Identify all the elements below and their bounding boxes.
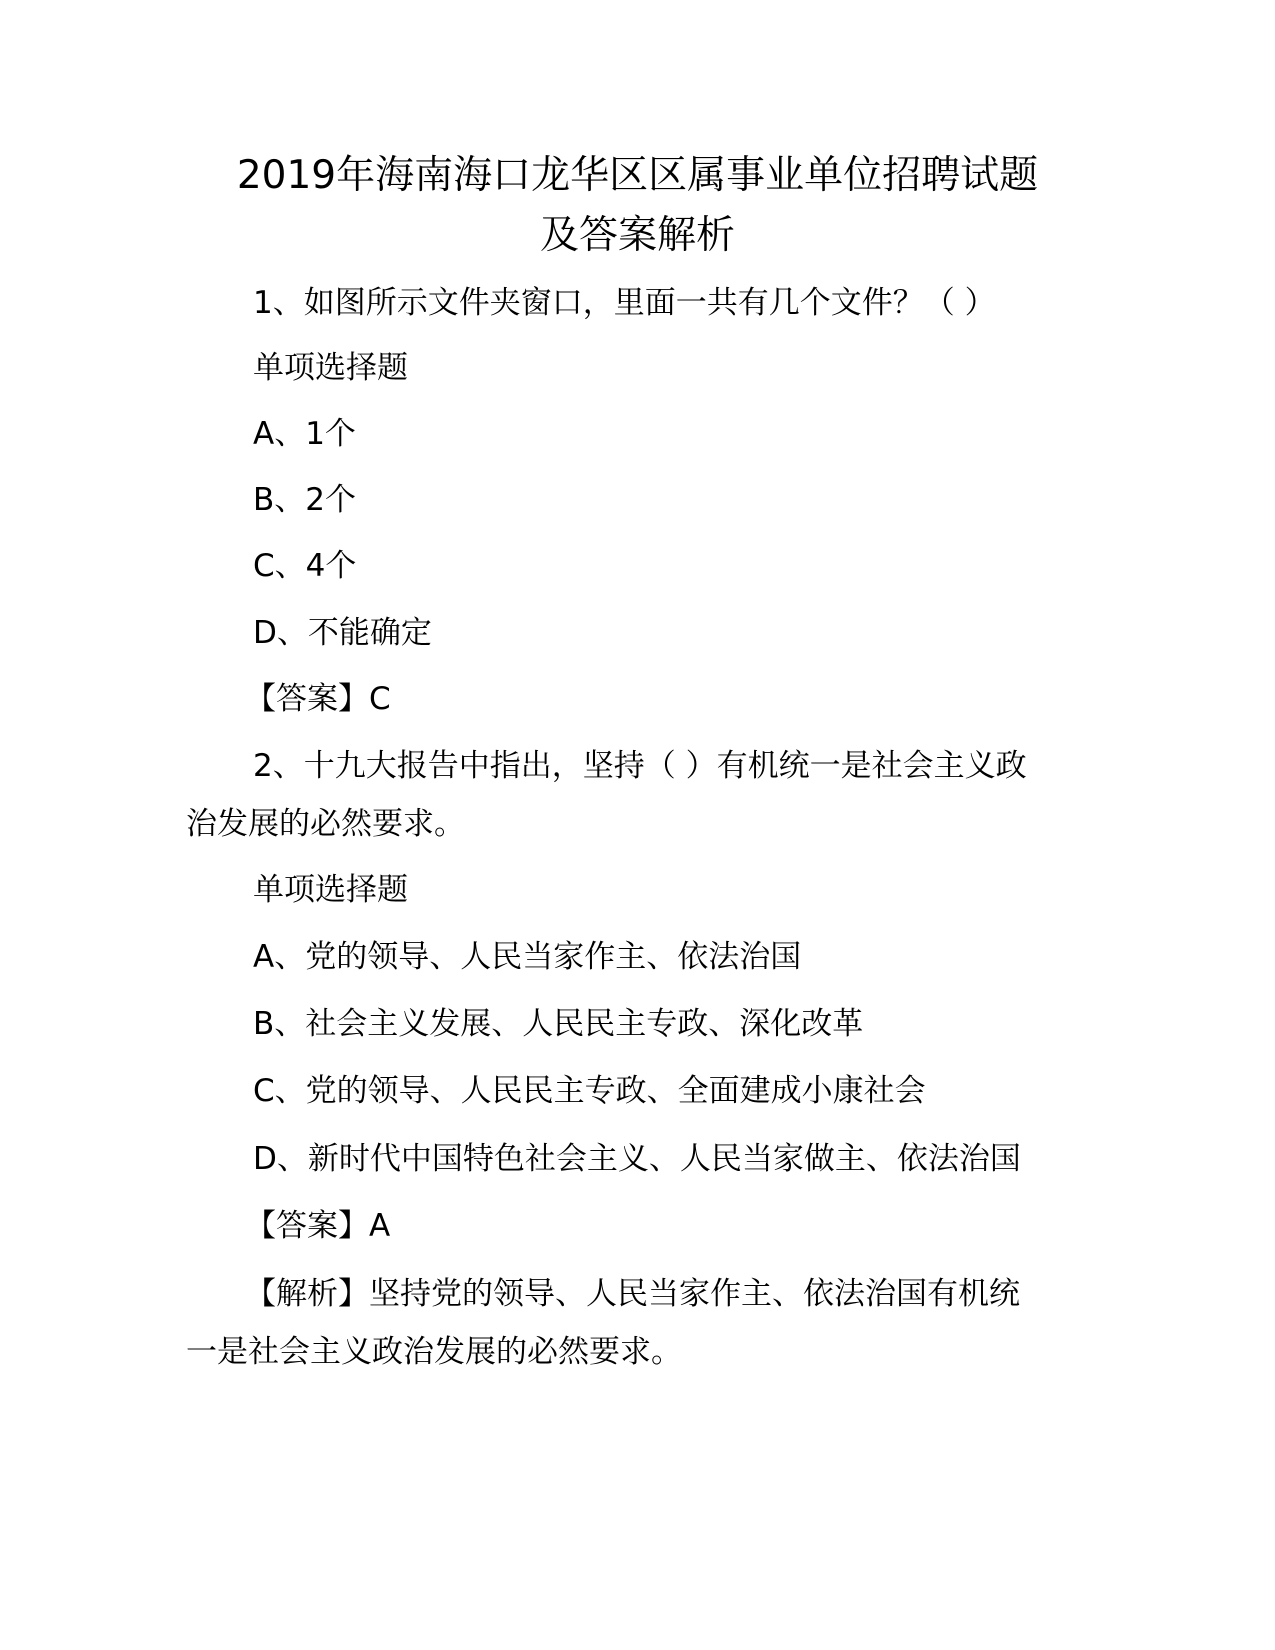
question-2-stem-line-1: 2、十九大报告中指出，坚持（ ）有机统一是社会主义政 <box>253 748 1027 784</box>
question-1-option-d: D、不能确定 <box>253 615 432 651</box>
question-1-stem: 1、如图所示文件夹窗口，里面一共有几个文件？（ ） <box>253 285 996 321</box>
question-1-option-c: C、4个 <box>253 548 357 584</box>
question-1-option-b: B、2个 <box>253 482 356 518</box>
question-1-option-a: A、1个 <box>253 416 356 452</box>
question-2-answer: 【答案】A <box>245 1208 391 1244</box>
question-2-analysis-line-1: 【解析】坚持党的领导、人民当家作主、依法治国有机统 <box>245 1276 1020 1312</box>
question-1-answer: 【答案】C <box>245 681 391 717</box>
question-2-option-b: B、社会主义发展、人民民主专政、深化改革 <box>253 1006 864 1042</box>
question-2-analysis-line-2: 一是社会主义政治发展的必然要求。 <box>186 1334 682 1370</box>
question-2-option-c: C、党的领导、人民民主专政、全面建成小康社会 <box>253 1073 926 1109</box>
question-2-option-a: A、党的领导、人民当家作主、依法治国 <box>253 939 802 975</box>
question-2-option-d: D、新时代中国特色社会主义、人民当家做主、依法治国 <box>253 1141 1021 1177</box>
document-title-line-1: 2019年海南海口龙华区区属事业单位招聘试题 <box>236 153 1039 198</box>
question-1-type: 单项选择题 <box>253 350 408 386</box>
question-2-type: 单项选择题 <box>253 872 408 908</box>
question-2-stem-line-2: 治发展的必然要求。 <box>186 806 465 842</box>
document-title-line-2: 及答案解析 <box>539 213 735 258</box>
